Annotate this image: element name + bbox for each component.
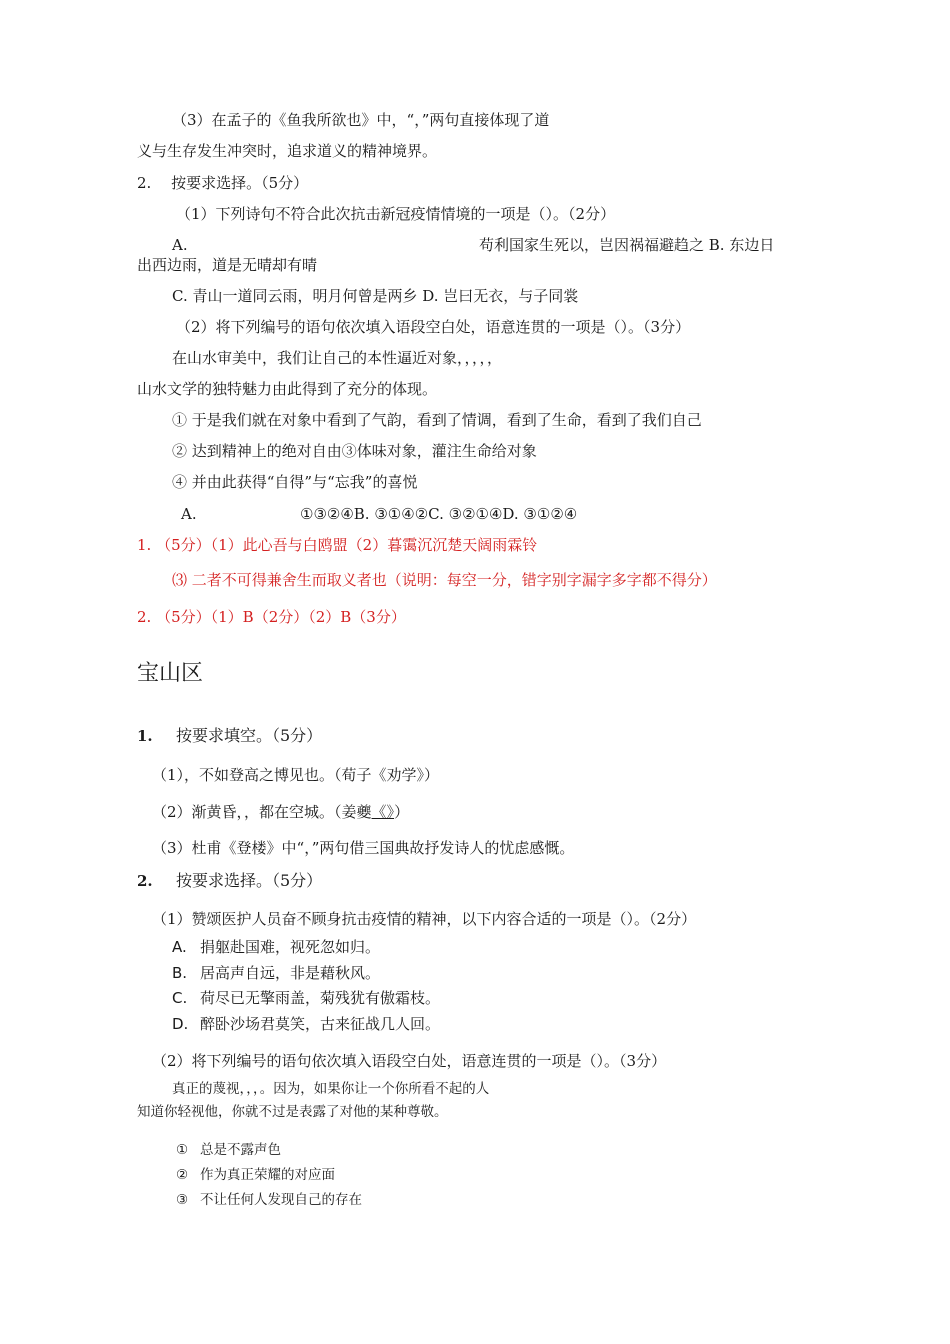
answer-1-line-2: ⑶ 二者不可得兼舍生而取义者也（说明：每空一分，错字别字漏字多字都不得分） <box>172 571 717 589</box>
bs-q2-1-option-d: 醉卧沙场君莫笑，古来征战几人回。 <box>200 1015 441 1033</box>
bs-q2-number: 2. <box>137 872 153 890</box>
q2-2-sentence-1: ① 于是我们就在对象中看到了气韵，看到了情调，看到了生命，看到了我们自己 <box>172 411 702 429</box>
bs-q2-2-paragraph-2: 知道你轻视他，你就不过是表露了对他的某种尊敬。 <box>137 1104 448 1120</box>
bs-q2-1-option-b-label: B. <box>172 964 188 982</box>
q2-2-choices: ①③②④B. ③①④②C. ③②①④D. ③①②④ <box>300 505 578 523</box>
bs-q1-2-close: ） <box>394 803 410 821</box>
bs-q2-1-option-b: 居高声自远，非是藉秋风。 <box>200 964 381 982</box>
bs-q2-1-option-c-label: C. <box>172 989 188 1007</box>
bs-q2-1-prompt: （1）赞颂医护人员奋不顾身抗击疫情的精神，以下内容合适的一项是（）。（2分） <box>152 910 697 928</box>
q2-2-sentence-4: ④ 并由此获得“自得”与“忘我”的喜悦 <box>172 473 418 491</box>
q2-2-sentence-2-3: ② 达到精神上的绝对自由③体味对象，灌注生命给对象 <box>172 442 537 460</box>
answer-2: 2. （5分）（1）B（2分）（2）B（3分） <box>137 608 406 626</box>
bs-q2-2-prompt: （2）将下列编号的语句依次填入语段空白处，语意连贯的一项是（）。（3分） <box>152 1052 667 1070</box>
bs-q2-2-item-3-label: ③ <box>176 1192 189 1208</box>
q2-heading: 2. 按要求选择。（5分） <box>137 174 309 192</box>
bs-q1-2 <box>152 802 409 822</box>
bs-q2-heading: 按要求选择。（5分） <box>176 871 323 890</box>
bs-q1-heading: 按要求填空。（5分） <box>176 726 323 745</box>
bs-q2-1-option-d-label: D. <box>172 1015 189 1033</box>
bs-q2-1-option-c: 荷尽已无擎雨盖，菊残犹有傲霜枝。 <box>200 989 441 1007</box>
bs-q1-2-text: （2）渐黄昏，，都在空城。（姜夔 <box>152 803 372 821</box>
bs-q2-2-item-1: 总是不露声色 <box>200 1142 281 1158</box>
answer-1-line-1: 1. （5分）（1）此心吾与白鸥盟（2）暮霭沉沉楚天阔雨霖铃 <box>137 536 538 554</box>
bs-q2-2-item-2: 作为真正荣耀的对应面 <box>200 1167 335 1183</box>
bs-q2-2-paragraph-1: 真正的蔑视，，，。因为，如果你让一个你所看不起的人 <box>172 1081 490 1097</box>
q3-line-1: （3）在孟子的《鱼我所欲也》中，“，”两句直接体现了道 <box>172 111 550 129</box>
bs-q2-2-item-2-label: ② <box>176 1167 189 1183</box>
bs-q2-1-option-a: 捐躯赴国难，视死忽如归。 <box>200 938 381 956</box>
q2-1-option-cd: C. 青山一道同云雨，明月何曾是两乡 D. 岂曰无衣，与子同裳 <box>172 287 579 305</box>
section-title: 宝山区 <box>137 661 204 686</box>
bs-q1-number: 1. <box>137 727 153 745</box>
q2-2-choices-label: A. <box>181 505 197 523</box>
bs-q2-1-option-a-label: A. <box>172 938 187 956</box>
q2-2-paragraph-2: 山水文学的独特魅力由此得到了充分的体现。 <box>137 380 438 398</box>
q2-1-option-a-label: A. <box>172 236 188 254</box>
bs-q1-1: （1），不如登高之博见也。（荀子《劝学》） <box>152 766 440 784</box>
q2-2-paragraph-1: 在山水审美中，我们让自己的本性逼近对象，，，，， <box>172 349 503 367</box>
bs-q2-2-item-3: 不让任何人发现自己的存在 <box>200 1192 362 1208</box>
q3-line-2: 义与生存发生冲突时，追求道义的精神境界。 <box>137 142 438 160</box>
bs-q1-2-blank: 《》 <box>371 803 395 821</box>
bs-q2-2-item-1-label: ① <box>176 1142 189 1158</box>
q2-1-option-b-continued: 出西边雨，道是无晴却有晴 <box>137 256 318 274</box>
q2-1-option-a-text: 苟利国家生死以，岂因祸福避趋之 B. 东边日 <box>479 236 775 254</box>
q2-2-prompt: （2）将下列编号的语句依次填入语段空白处，语意连贯的一项是（）。（3分） <box>176 318 691 336</box>
bs-q1-3: （3）杜甫《登楼》中“，”两句借三国典故抒发诗人的忧虑感慨。 <box>152 839 575 857</box>
q2-1-prompt: （1）下列诗句不符合此次抗击新冠疫情情境的一项是（）。（2分） <box>176 205 616 223</box>
